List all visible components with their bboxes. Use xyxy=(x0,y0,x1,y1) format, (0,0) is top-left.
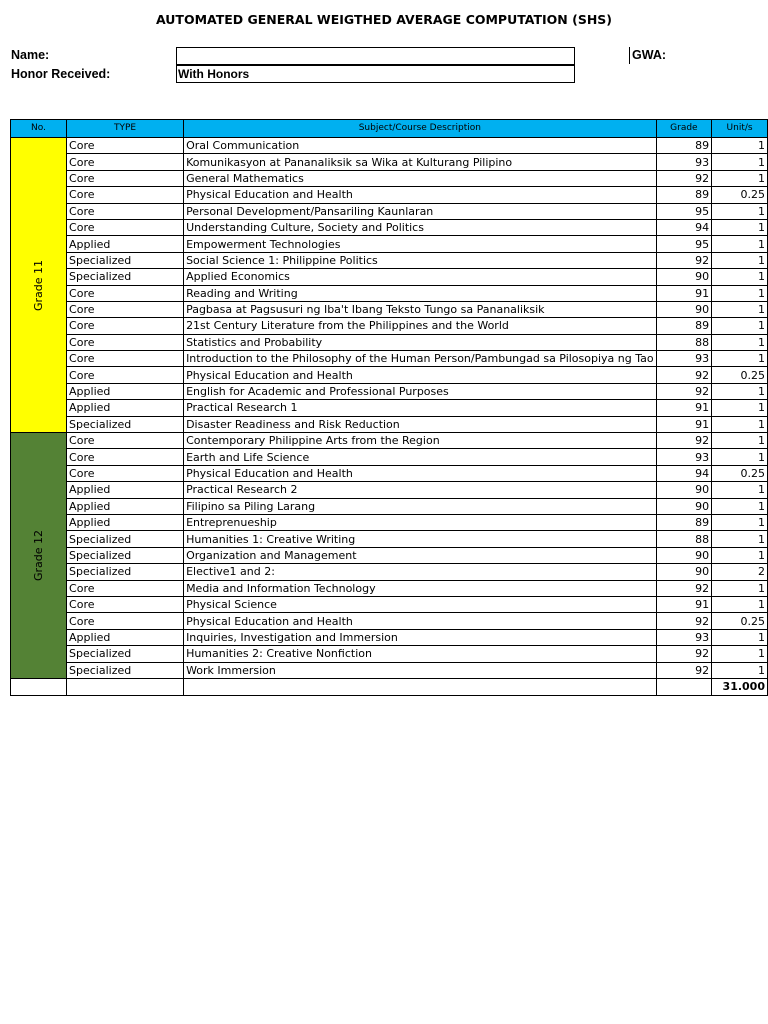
type-cell[interactable]: Core xyxy=(67,285,184,301)
subject-cell[interactable]: Disaster Readiness and Risk Reduction xyxy=(184,416,657,432)
subject-cell[interactable]: Komunikasyon at Pananaliksik sa Wika at Kulturang Pilipino xyxy=(184,154,657,170)
type-cell[interactable]: Core xyxy=(67,596,184,612)
type-cell[interactable]: Applied xyxy=(67,514,184,530)
header-no: No. xyxy=(11,120,67,138)
subject-cell[interactable]: Understanding Culture, Society and Politics xyxy=(184,219,657,235)
type-cell[interactable]: Core xyxy=(67,433,184,449)
units-cell[interactable]: 1 xyxy=(712,170,768,186)
type-cell[interactable]: Core xyxy=(67,351,184,367)
table-row xyxy=(11,252,768,268)
table-row xyxy=(11,236,768,252)
units-cell[interactable]: 1 xyxy=(712,203,768,219)
units-cell[interactable]: 1 xyxy=(712,646,768,662)
header-grade: Grade xyxy=(656,120,712,138)
units-cell[interactable]: 1 xyxy=(712,301,768,317)
table-row xyxy=(11,285,768,301)
units-cell[interactable]: 0.25 xyxy=(712,613,768,629)
units-cell[interactable]: 1 xyxy=(712,285,768,301)
subject-cell[interactable]: Physical Education and Health xyxy=(184,187,657,203)
name-label: Name: xyxy=(11,48,50,62)
honor-label: Honor Received: xyxy=(11,67,111,81)
type-cell[interactable]: Core xyxy=(67,203,184,219)
type-cell[interactable]: Core xyxy=(67,449,184,465)
grade-cell[interactable]: 92 xyxy=(656,170,712,186)
type-cell[interactable]: Core xyxy=(67,334,184,350)
table-row xyxy=(11,465,768,481)
table-row xyxy=(11,154,768,170)
units-cell[interactable]: 1 xyxy=(712,416,768,432)
subject-cell[interactable]: Earth and Life Science xyxy=(184,449,657,465)
table-row xyxy=(11,629,768,645)
type-cell[interactable]: Core xyxy=(67,613,184,629)
subject-cell[interactable]: Contemporary Philippine Arts from the Region xyxy=(184,433,657,449)
grade-level-label: Grade 11 xyxy=(32,259,46,311)
type-cell[interactable]: Applied xyxy=(67,400,184,416)
grade-cell[interactable]: 90 xyxy=(656,301,712,317)
subject-cell[interactable]: Practical Research 1 xyxy=(184,400,657,416)
grade-level-cell xyxy=(11,433,67,679)
table-row xyxy=(11,351,768,367)
table-row xyxy=(11,367,768,383)
empty-cell[interactable] xyxy=(11,678,67,695)
grade-cell[interactable]: 88 xyxy=(656,334,712,350)
subject-cell[interactable]: Physical Education and Health xyxy=(184,613,657,629)
table-row xyxy=(11,138,768,154)
table-row xyxy=(11,531,768,547)
type-cell[interactable]: Specialized xyxy=(67,531,184,547)
header-subject: Subject/Course Description xyxy=(184,120,657,138)
grade-level-cell xyxy=(11,138,67,433)
units-cell[interactable]: 0.25 xyxy=(712,367,768,383)
subject-cell[interactable]: Empowerment Technologies xyxy=(184,236,657,252)
header-type: TYPE xyxy=(67,120,184,138)
grade-cell[interactable]: 93 xyxy=(656,449,712,465)
table-row xyxy=(11,334,768,350)
units-cell[interactable]: 1 xyxy=(712,154,768,170)
type-cell[interactable]: Core xyxy=(67,170,184,186)
grade-cell[interactable]: 90 xyxy=(656,547,712,563)
subject-cell[interactable]: Elective1 and 2: xyxy=(184,564,657,580)
grade-cell[interactable]: 95 xyxy=(656,236,712,252)
grades-table-body xyxy=(11,138,768,696)
units-cell[interactable]: 1 xyxy=(712,580,768,596)
grade-cell[interactable]: 92 xyxy=(656,252,712,268)
subject-cell[interactable]: Filipino sa Piling Larang xyxy=(184,498,657,514)
empty-cell[interactable] xyxy=(656,678,712,695)
units-cell[interactable]: 1 xyxy=(712,449,768,465)
grade-cell[interactable]: 92 xyxy=(656,646,712,662)
units-cell[interactable]: 1 xyxy=(712,433,768,449)
grade-cell[interactable]: 89 xyxy=(656,187,712,203)
units-cell[interactable]: 1 xyxy=(712,318,768,334)
table-row xyxy=(11,400,768,416)
table-row xyxy=(11,646,768,662)
subject-cell[interactable]: Statistics and Probability xyxy=(184,334,657,350)
honor-field[interactable]: With Honors xyxy=(176,65,575,83)
type-cell[interactable]: Core xyxy=(67,219,184,235)
grade-cell[interactable]: 92 xyxy=(656,662,712,678)
name-field[interactable] xyxy=(176,47,575,65)
subject-cell[interactable]: Organization and Management xyxy=(184,547,657,563)
table-row xyxy=(11,449,768,465)
subject-cell[interactable]: Reading and Writing xyxy=(184,285,657,301)
subject-cell[interactable]: Applied Economics xyxy=(184,269,657,285)
subject-cell[interactable]: Practical Research 2 xyxy=(184,482,657,498)
type-cell[interactable]: Applied xyxy=(67,383,184,399)
type-cell[interactable]: Core xyxy=(67,301,184,317)
type-cell[interactable]: Core xyxy=(67,138,184,154)
table-row xyxy=(11,219,768,235)
text-cursor xyxy=(629,47,630,64)
table-row xyxy=(11,269,768,285)
type-cell[interactable]: Specialized xyxy=(67,564,184,580)
units-cell[interactable]: 1 xyxy=(712,629,768,645)
grade-cell[interactable]: 94 xyxy=(656,465,712,481)
table-row xyxy=(11,433,768,449)
subject-cell[interactable]: English for Academic and Professional Purposes xyxy=(184,383,657,399)
grade-cell[interactable]: 91 xyxy=(656,285,712,301)
type-cell[interactable]: Specialized xyxy=(67,252,184,268)
subject-cell[interactable]: 21st Century Literature from the Philippines and the World xyxy=(184,318,657,334)
table-row xyxy=(11,203,768,219)
units-cell[interactable]: 1 xyxy=(712,236,768,252)
table-row xyxy=(11,613,768,629)
units-cell[interactable]: 1 xyxy=(712,596,768,612)
grade-cell[interactable]: 92 xyxy=(656,613,712,629)
grades-table xyxy=(10,119,768,696)
empty-cell[interactable] xyxy=(67,678,184,695)
subject-cell[interactable]: Pagbasa at Pagsusuri ng Iba't Ibang Teksto Tungo sa Pananaliksik xyxy=(184,301,657,317)
units-cell[interactable]: 1 xyxy=(712,547,768,563)
table-row xyxy=(11,383,768,399)
table-row xyxy=(11,301,768,317)
table-row xyxy=(11,318,768,334)
table-row xyxy=(11,514,768,530)
table-row xyxy=(11,547,768,563)
grade-cell[interactable]: 89 xyxy=(656,514,712,530)
grade-cell[interactable]: 93 xyxy=(656,629,712,645)
units-cell[interactable]: 1 xyxy=(712,383,768,399)
table-row xyxy=(11,482,768,498)
type-cell[interactable]: Core xyxy=(67,318,184,334)
type-cell[interactable]: Core xyxy=(67,580,184,596)
empty-cell[interactable] xyxy=(184,678,657,695)
type-cell[interactable]: Core xyxy=(67,465,184,481)
subject-cell[interactable]: General Mathematics xyxy=(184,170,657,186)
total-units-cell[interactable]: 31.000 xyxy=(712,678,768,695)
grade-level-label: Grade 12 xyxy=(32,529,46,581)
gwa-label: GWA: xyxy=(632,48,667,62)
type-cell[interactable]: Applied xyxy=(67,236,184,252)
units-cell[interactable]: 1 xyxy=(712,138,768,154)
units-cell[interactable]: 2 xyxy=(712,564,768,580)
total-row xyxy=(11,678,768,695)
units-cell[interactable]: 0.25 xyxy=(712,187,768,203)
table-row xyxy=(11,564,768,580)
grade-cell[interactable]: 92 xyxy=(656,367,712,383)
table-row xyxy=(11,170,768,186)
subject-cell[interactable]: Inquiries, Investigation and Immersion xyxy=(184,629,657,645)
grade-cell[interactable]: 90 xyxy=(656,269,712,285)
type-cell[interactable]: Specialized xyxy=(67,662,184,678)
table-row xyxy=(11,596,768,612)
page-title: AUTOMATED GENERAL WEIGTHED AVERAGE COMPUTATION (SHS) xyxy=(155,12,613,27)
subject-cell[interactable]: Entreprenueship xyxy=(184,514,657,530)
subject-cell[interactable]: Physical Education and Health xyxy=(184,367,657,383)
grade-cell[interactable]: 93 xyxy=(656,154,712,170)
subject-cell[interactable]: Introduction to the Philosophy of the Human Person/Pambungad sa Pilosopiya ng Tao xyxy=(184,351,657,367)
type-cell[interactable]: Applied xyxy=(67,629,184,645)
type-cell[interactable]: Specialized xyxy=(67,646,184,662)
units-cell[interactable]: 0.25 xyxy=(712,465,768,481)
grade-cell[interactable]: 92 xyxy=(656,433,712,449)
units-cell[interactable]: 1 xyxy=(712,269,768,285)
units-cell[interactable]: 1 xyxy=(712,498,768,514)
type-cell[interactable]: Applied xyxy=(67,498,184,514)
table-row xyxy=(11,187,768,203)
subject-cell[interactable]: Physical Science xyxy=(184,596,657,612)
units-cell[interactable]: 1 xyxy=(712,252,768,268)
type-cell[interactable]: Specialized xyxy=(67,269,184,285)
grade-cell[interactable]: 90 xyxy=(656,498,712,514)
table-row xyxy=(11,498,768,514)
table-row xyxy=(11,416,768,432)
grade-cell[interactable]: 91 xyxy=(656,596,712,612)
subject-cell[interactable]: Humanities 1: Creative Writing xyxy=(184,531,657,547)
units-cell[interactable]: 1 xyxy=(712,482,768,498)
grade-cell[interactable]: 94 xyxy=(656,219,712,235)
subject-cell[interactable]: Physical Education and Health xyxy=(184,465,657,481)
grade-cell[interactable]: 88 xyxy=(656,531,712,547)
type-cell[interactable]: Applied xyxy=(67,482,184,498)
units-cell[interactable]: 1 xyxy=(712,531,768,547)
grade-cell[interactable]: 95 xyxy=(656,203,712,219)
type-cell[interactable]: Specialized xyxy=(67,416,184,432)
units-cell[interactable]: 1 xyxy=(712,219,768,235)
subject-cell[interactable]: Work Immersion xyxy=(184,662,657,678)
units-cell[interactable]: 1 xyxy=(712,334,768,350)
grade-cell[interactable]: 90 xyxy=(656,482,712,498)
grade-cell[interactable]: 90 xyxy=(656,564,712,580)
type-cell[interactable]: Core xyxy=(67,187,184,203)
header-units: Unit/s xyxy=(712,120,768,138)
subject-cell[interactable]: Oral Communication xyxy=(184,138,657,154)
grade-cell[interactable]: 93 xyxy=(656,351,712,367)
subject-cell[interactable]: Media and Information Technology xyxy=(184,580,657,596)
grade-cell[interactable]: 91 xyxy=(656,400,712,416)
grade-cell[interactable]: 89 xyxy=(656,138,712,154)
grade-cell[interactable]: 91 xyxy=(656,416,712,432)
grade-cell[interactable]: 89 xyxy=(656,318,712,334)
type-cell[interactable]: Core xyxy=(67,154,184,170)
type-cell[interactable]: Core xyxy=(67,367,184,383)
units-cell[interactable]: 1 xyxy=(712,400,768,416)
units-cell[interactable]: 1 xyxy=(712,351,768,367)
units-cell[interactable]: 1 xyxy=(712,662,768,678)
grade-cell[interactable]: 92 xyxy=(656,580,712,596)
subject-cell[interactable]: Humanities 2: Creative Nonfiction xyxy=(184,646,657,662)
grade-cell[interactable]: 92 xyxy=(656,383,712,399)
table-row xyxy=(11,662,768,678)
subject-cell[interactable]: Social Science 1: Philippine Politics xyxy=(184,252,657,268)
type-cell[interactable]: Specialized xyxy=(67,547,184,563)
subject-cell[interactable]: Personal Development/Pansariling Kaunlaran xyxy=(184,203,657,219)
units-cell[interactable]: 1 xyxy=(712,514,768,530)
table-row xyxy=(11,580,768,596)
